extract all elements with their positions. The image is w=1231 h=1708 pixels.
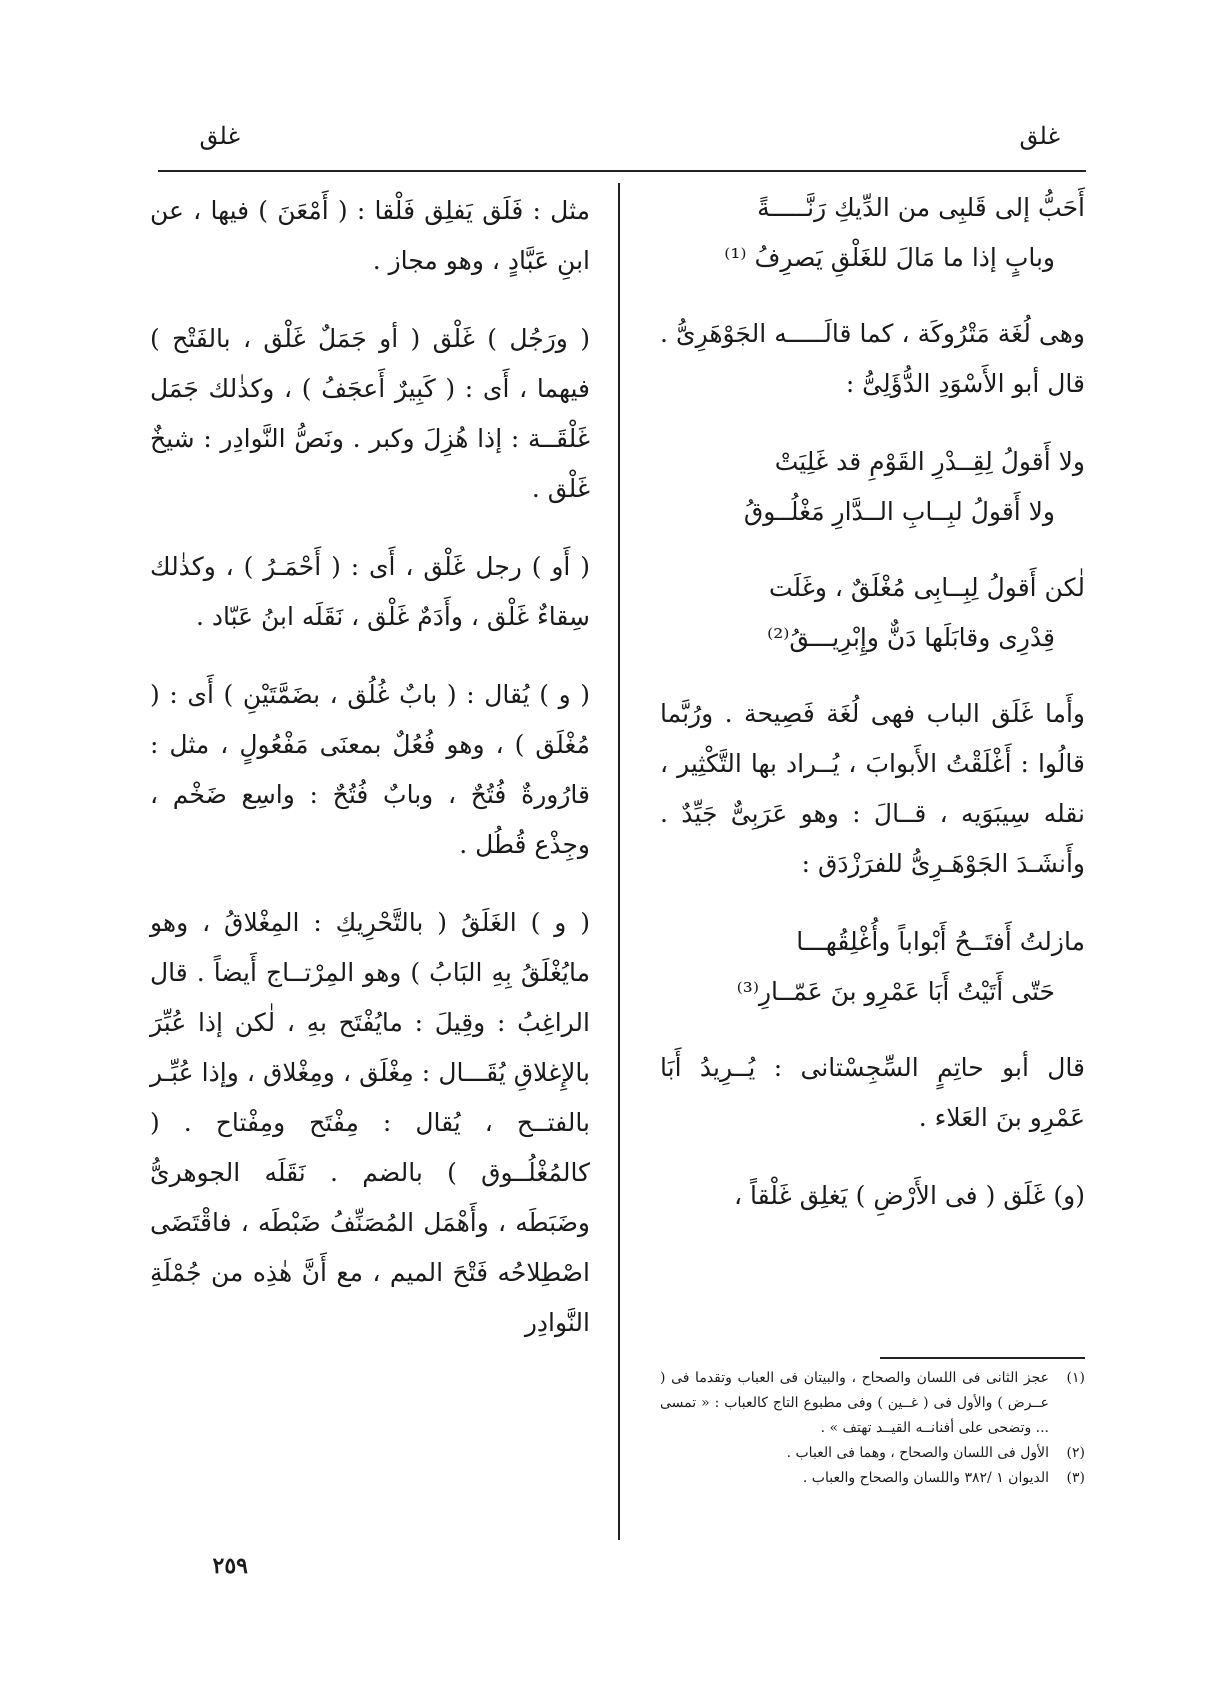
paragraph: مثل : فَلَق يَفلِق فَلْقا : ( أَمْعَنَ ) فيها ، عن ابنِ عَبَّادٍ ، وهو مجاز . [150,196,590,275]
footnote-number: (٣) [1066,1470,1085,1486]
verse-line: ولا أَقولُ لِقِــدْرِ القَوْمِ قد غَلِيَتْ [774,447,1085,476]
running-head-right: غلق [1019,122,1060,150]
footnote-number: (١) [1066,1370,1085,1386]
page-number: ٢٥٩ [212,1553,248,1579]
verse-line: ولا أَقولُ لبِــابِ الــدَّارِ مَغْلُــوقُ [743,497,1055,526]
footnote-text: عجز الثانى فى اللسان والصحاح ، والبيتان فى العباب وتقدما فى ( عــرض ) والأول فى ( غــين ) وفى مطبوع التاج كالعباب : « تمسى ... وتضحى على أفنانــه القيــد تهتف » . [660,1370,1049,1436]
column-divider [618,183,620,1540]
running-head-left: غلق [199,122,240,150]
verse-line: قِدْرِى وقابَلَها دَنٌّ وإِبْرِيـــقُ⁽²⁾ [767,623,1055,652]
verse-4 [660,917,1085,1017]
verse-line: وبابٍ إذا ما مَالَ للغَلْقِ يَصرِفُ ⁽¹⁾ [724,243,1055,272]
verse-line: أَحَبُّ إلى قَلبِى من الدِّيكِ رَنَّـــــةً [757,193,1085,222]
paragraph: ( أَو ) رجل غَلْق ، أَى : ( أَحْمَـرُ ) ، وكذٰلك سِقاءٌ غَلْق ، وأَدَمٌ غَلْق ، نَقَلَه ابنُ عَبّاد . [150,552,590,631]
paragraph: وأَما غَلَق الباب فهى لُغَة فَصِيحة . ورُبَّما قالُوا : أَغْلَقْتُ الأَبوابَ ، يُــراد بها التَّكْثِير ، نقله سِيبَوَيه ، قــالَ : وهو عَرَبِىٌّ جَيِّدٌ . وأَنشَـدَ الجَوْهَـرِىُّ للفرَزْدَق : [660,699,1085,878]
footnote [660,1466,1085,1491]
paragraph: (و) غَلَق ( فى الأَرْضِ ) يَغلِق غَلْقاً ، [734,1181,1085,1210]
verse-line: لٰكن أَقولُ لِبِــابِى مُغْلَقٌ ، وغَلَت [768,573,1085,602]
footnote-rule [880,1357,1085,1359]
footnote [660,1366,1085,1441]
paragraph: ( و ) يُقال : ( بابٌ غُلُق ، بضَمَّتَيْنِ ) أَى : ( مُغْلَق ) ، وهو فُعُلٌ بمعنَى مَفْعُولٍ ، مثل : قارُورةٌ فُتُحٌ ، وبابٌ فُتُحٌ : واسِع ضَخْم ، وجِذْع قُطُل . [150,680,590,859]
right-column [660,183,1085,1249]
verse-2 [660,437,1085,537]
paragraph: ( ورَجُل ) غَلْق ( أو جَمَلٌ غَلْق ، بالفَتْح ) فيهما ، أَى : ( كَبِيرٌ أَعجَفُ ) ، وكذٰلك جَمَل غَلْقَــة : إذا هُزِلَ وكبر . ونَصُّ النَّوادِر : شيخٌ غَلْق . [150,324,590,503]
paragraph: وهى لُغَة مَتْرُوكَة ، كما قالَـــــه الجَوْهَرِىُّ . قال أبو الأَسْوَدِ الدُّؤَلِىُّ : [660,319,1085,398]
footnote-number: (٢) [1066,1445,1085,1461]
verse-3 [660,563,1085,663]
verse-1 [660,183,1085,283]
verse-line: مازلتُ أَفتَــحُ أَبْواباً وأُغْلِقُهـــا [796,927,1085,956]
footnote [660,1441,1085,1466]
paragraph: ( و ) الغَلَقُ ( بالتَّحْرِيكِ : المِغْلاقُ ، وهو مايُغْلَقُ بِهِ البَابُ ) وهو المِرْتــاج أَيضاً . قال الراغِبُ : وقِيلَ : مايُفْتَح بهِ ، لٰكن إذا عُبِّرَ بالإِغلاقِ يُقَـــال : مِغْلَق ، ومِغْلاق ، وإذا عُبِّـر بالفتــح ، يُقال : مِفْتَح ومِفْتاح . ( كالمُغْلُــوق ) بالضم . نَقَلَه الجوهرىُّ وضَبَطَه ، وأَهْمَل المُصَنِّفُ ضَبْطَه ، فاقْتَضَى اصْطِلاحُه فَتْحَ الميم ، مع أَنَّ هٰذِه من جُمْلَةِ النَّوادِر [150,908,590,1337]
footnote-text: الديوان ١ /٣٨٢ واللسان والصحاح والعباب . [802,1470,1049,1486]
footnote-text: الأول فى اللسان والصحاح ، وهما فى العباب . [786,1445,1049,1461]
paragraph: قال أبو حاتِمٍ السِّجِسْتانى : يُــرِيدُ أَبَا عَمْرِو بنَ العَلاء . [660,1053,1085,1132]
footnotes [660,1366,1085,1491]
verse-line: حَتّى أَتَيْتُ أَبَا عَمْرِو بنَ عَمّــارِ⁽³⁾ [736,977,1055,1006]
header-rule [158,170,1086,172]
left-column [150,186,590,1376]
